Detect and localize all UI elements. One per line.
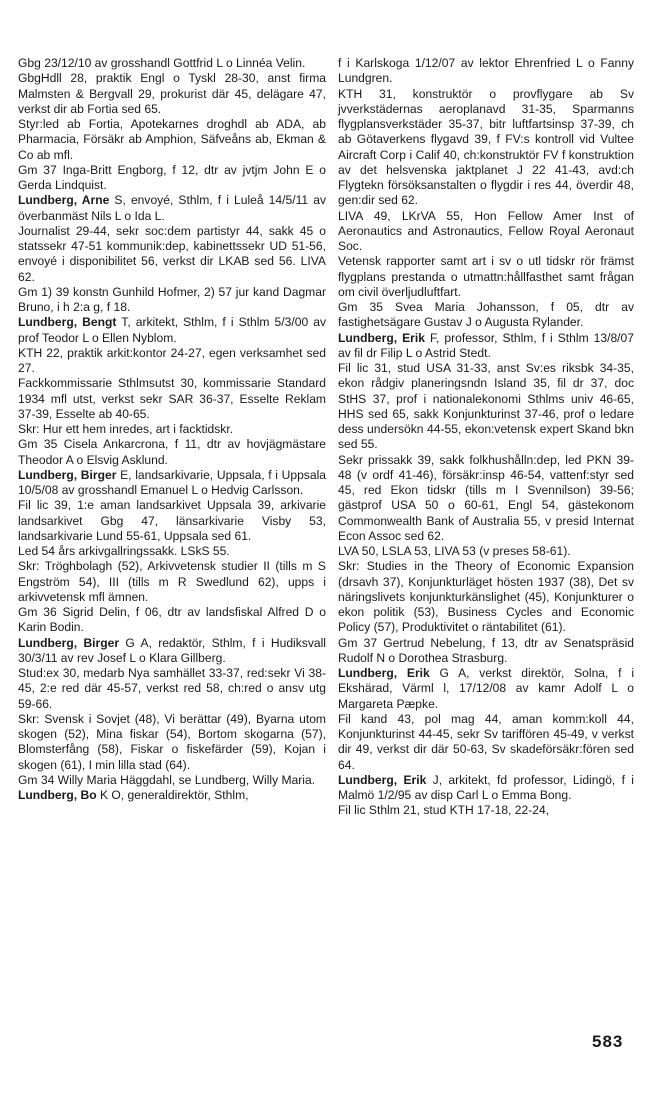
entry-text: Fil lic Sthlm 21, stud KTH 17-18, 22-24, <box>338 803 550 818</box>
entry-text: S, envoyé, Sthlm, f i Luleå 14/5/11 av överbanmäst Nils L o Ida L. <box>18 193 326 223</box>
entry-paragraph-headword <box>18 193 326 224</box>
entry-text: KTH 22, praktik arkit:kontor 24-27, egen verksamhet sed 27. <box>18 345 326 375</box>
entry-paragraph-headword <box>18 468 326 499</box>
entry-name: Lundberg, Bengt <box>18 315 117 330</box>
entry-paragraph <box>18 605 326 636</box>
entry-paragraph <box>338 56 634 87</box>
entry-paragraph-headword <box>338 773 634 804</box>
entry-text: Gm 34 Willy Maria Häggdahl, se Lundberg, Willy Maria. <box>18 772 316 787</box>
entry-text: G A, verkst direktör, Solna, f i Ekshärad, Värml l, 17/12/08 av kamr Adolf L o Margareta Pæpke. <box>338 666 635 711</box>
entry-text: f i Karlskoga 1/12/07 av lektor Ehrenfried L o Fanny Lundgren. <box>338 56 634 86</box>
entry-paragraph <box>18 71 326 117</box>
entry-paragraph <box>18 346 326 377</box>
entry-paragraph <box>18 773 326 788</box>
entry-paragraph <box>338 636 634 667</box>
entry-text: LIVA 49, LKrVA 55, Hon Fellow Amer Inst of Aeronautics and Astronautics, Fellow Royal Aeronaut Soc. <box>338 208 634 253</box>
entry-paragraph <box>338 254 634 300</box>
entry-paragraph <box>18 544 326 559</box>
entry-paragraph <box>338 453 634 545</box>
entry-text: Skr: Tröghbolagh (52), Arkivvetensk studier II (tills m S Engström 54), III (tills m R Swedlund 62), upps i arkivvetensk mfl ämnen. <box>18 559 326 604</box>
entry-text: J, arkitekt, fd professor, Lidingö, f i Malmö 1/2/95 av disp Carl L o Emma Bong. <box>338 772 634 802</box>
entry-paragraph <box>18 422 326 437</box>
entry-text: Sekr prissakk 39, sakk folkhushålln:dep, led PKN 39-48 (v ordf 41-46), försäkr:insp 46-54, vattenf:styr sed 45, red Ekon tidskr (tills m I Svennilson) 39-56; gästprof USA 50 o 60-61, Engl 54, gästekonom Commonwealth Bank of Australia 55, v presid Internat Econ Assoc sed 62. <box>338 452 634 543</box>
entry-text: Skr: Svensk i Sovjet (48), Vi berättar (49), Byarna utom skogen (52), Mina fiskar (54), Bortom skogarna (57), Blomsterfång (58), Fiskar o fiskefärder (59), Kojan i skogen (61), I min lilla stad (64). <box>18 711 326 772</box>
entry-text: Led 54 års arkivgallringssakk. LSkS 55. <box>18 544 230 558</box>
entry-paragraph-headword <box>18 636 326 667</box>
entry-text: Gm 35 Svea Maria Johansson, f 05, dtr av fastighetsägare Gustav J o Augusta Rylander. <box>338 300 634 330</box>
entry-text: Gbg 23/12/10 av grosshandl Gottfrid L o Linnéa Velin. <box>18 56 306 70</box>
entry-name: Lundberg, Arne <box>18 193 110 208</box>
entry-paragraph <box>18 437 326 468</box>
entry-name: Lundberg, Erik <box>338 772 427 787</box>
entry-name: Lundberg, Birger <box>18 467 117 482</box>
entry-text: KTH 31, konstruktör o provflygare ab Sv jvverkstädernas aeroplanavd 31-35, Sparmanns flygplansverkstäder 35-37, bitr luftfartsinsp 37-39, ch ab Götaverkens flygavd 39, f FV:s kontroll vid Vultee Aircraft Corp i Calif 40, ch:konstruktör FV f konstruktion av det helsvenska jaktplanet J 22 41-43, avd:ch Flygtekn försöksanstalten o flygdir i res 44, överdir 48, gen:dir sed 62. <box>338 86 634 208</box>
entry-text: Gm 37 Inga-Britt Engborg, f 12, dtr av jvtjm John E o Gerda Lindquist. <box>18 162 326 192</box>
entry-text: T, arkitekt, Sthlm, f i Sthlm 5/3/00 av prof Teodor L o Ellen Nyblom. <box>18 315 326 345</box>
entry-paragraph <box>18 559 326 605</box>
entry-text: Fil kand 43, pol mag 44, aman komm:koll 44, Konjunkturinst 44-45, sekr Sv tariffören 45-49, v verkst dir 49, verkst dir där 50-63, Sv skadeförsäkr:fören sed 64. <box>338 711 634 772</box>
entry-text: Fil lic 31, stud USA 31-33, anst Sv:es riksbk 34-35, ekon rådgiv planeringsndn Island 35, fil dr 37, doc StHS 37, prof i nationalekonomi Sthlms univ 46-65, HHS sed 65, sakk Konjunkturinst 37-46, prof o ledare dess undersökn 44-55, ekon:vetensk expert Skand bkn sed 55. <box>338 361 634 452</box>
entry-paragraph <box>18 498 326 544</box>
entry-paragraph <box>338 544 634 559</box>
entry-paragraph <box>18 666 326 712</box>
entry-text: LVA 50, LSLA 53, LIVA 53 (v preses 58-61). <box>338 544 571 558</box>
entry-name: Lundberg, Bo <box>18 788 97 802</box>
left-column <box>18 56 326 803</box>
entry-text: G A, redaktör, Sthlm, f i Hudiksvall 30/3/11 av rev Josef L o Klara Gillberg. <box>18 635 326 665</box>
entry-text: Journalist 29-44, sekr soc:dem partistyr 44, sakk 45 o statssekr 47-51 kommunik:dep, kabinettssekr UD 51-56, envoyé i disponibilitet 56, verkst dir LKAB sed 56. LIVA 62. <box>18 223 326 284</box>
entry-paragraph-headword <box>18 788 326 803</box>
entry-text: F, professor, Sthlm, f i Sthlm 13/8/07 av fil dr Filip L o Astrid Stedt. <box>338 330 634 360</box>
entry-text: Stud:ex 30, medarb Nya samhället 33-37, red:sekr Vi 38-45, 2:e red där 45-57, verkst red 58, ch:red o ansv utg 59-66. <box>18 666 326 711</box>
entry-paragraph <box>338 803 634 818</box>
entry-paragraph <box>18 376 326 422</box>
entry-paragraph-headword <box>18 315 326 346</box>
entry-paragraph-headword <box>338 666 634 712</box>
entry-paragraph <box>18 224 326 285</box>
entry-text: Vetensk rapporter samt art i sv o utl tidskr rör främst flygplans prestanda o utmattn:hållfasthet samt frågan om civil överljudluftfart. <box>338 254 634 299</box>
entry-text: Skr: Studies in the Theory of Economic Expansion (drsavh 37), Konjunkturläget hösten 1937 (38), Det sv näringslivets konjunkturkänslighet (45), Konjunkturer o ekon politik (53), Business Cycles and Economic Policy (57), Produktivitet o räntabilitet (61). <box>338 559 634 635</box>
right-column <box>338 56 634 819</box>
entry-paragraph-headword <box>338 331 634 362</box>
entry-text: Gm 36 Sigrid Delin, f 06, dtr av landsfiskal Alfred D o Karin Bodin. <box>18 605 326 635</box>
page-number: 583 <box>592 1032 624 1051</box>
entry-paragraph <box>18 163 326 194</box>
entry-paragraph <box>338 361 634 453</box>
entry-paragraph <box>18 712 326 773</box>
entry-name: Lundberg, Birger <box>18 635 120 650</box>
entry-paragraph <box>338 300 634 331</box>
entry-paragraph <box>338 559 634 635</box>
entry-paragraph <box>18 117 326 163</box>
entry-text: Gm 1) 39 konstn Gunhild Hofmer, 2) 57 jur kand Dagmar Bruno, i h 2:a g, f 18. <box>18 284 326 314</box>
entry-text: Styr:led ab Fortia, Apotekarnes droghdl ab ADA, ab Pharmacia, Försäkr ab Amphion, Säfveåns ab, Ekman & Co ab mfl. <box>18 117 326 162</box>
entry-paragraph <box>18 56 326 71</box>
entry-paragraph <box>338 209 634 255</box>
entry-paragraph <box>338 87 634 209</box>
entry-paragraph <box>18 285 326 316</box>
entry-paragraph <box>338 712 634 773</box>
entry-text: Gm 37 Gertrud Nebelung, f 13, dtr av Senatspräsid Rudolf N o Dorothea Strasburg. <box>338 635 634 665</box>
entry-text: Skr: Hur ett hem inredes, art i facktidskr. <box>18 422 234 436</box>
entry-name: Lundberg, Erik <box>338 666 430 680</box>
entry-text: GbgHdll 28, praktik Engl o Tyskl 28-30, anst firma Malmsten & Bergvall 29, prokurist där 45, delägare 47, verkst dir ab Fortia sed 65. <box>18 71 326 116</box>
entry-text: Fil lic 39, 1:e aman landsarkivet Uppsala 39, arkivarie landsarkivet Gbg 47, länsarkivarie Visby 53, landsarkivarie Lund 55-61, Uppsala sed 61. <box>18 498 326 543</box>
entry-name: Lundberg, Erik <box>338 330 425 345</box>
entry-text: Gm 35 Cisela Ankarcrona, f 11, dtr av hovjägmästare Theodor A o Elsvig Asklund. <box>18 437 326 467</box>
entry-text: Fackkommissarie Sthlmsutst 30, kommissarie Standard 1934 mfl utst, verkst sekr SAR 36-37, Esselte Reklam 37-39, Esselte ab 40-65. <box>18 376 326 421</box>
entry-text: K O, generaldirektör, Sthlm, <box>96 788 249 802</box>
entry-text: E, landsarkivarie, Uppsala, f i Uppsala 10/5/08 av grosshandl Emanuel L o Hedvig Carlsson. <box>18 467 326 497</box>
